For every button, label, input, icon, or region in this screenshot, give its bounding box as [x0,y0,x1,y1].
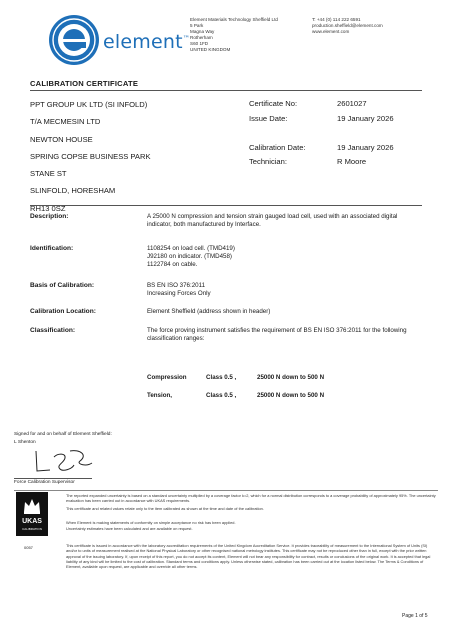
identification-line: 1122784 on cable. [147,261,198,268]
identification-label: Identification: [30,245,74,252]
identification-value [147,245,415,269]
ukas-lab-number: 0057 [24,545,33,550]
conformity-note: When Element is making statements of conformity on simple acceptance no risk has been applied. [66,520,236,525]
classification-range: 25000 N down to 500 N [257,392,325,399]
handwritten-signature [30,445,100,477]
location-label: Calibration Location: [30,308,96,315]
element-logo-icon [48,14,100,66]
classification-mode: Tension, [147,392,172,399]
signatory-role: Force Calibration Supervisor [14,480,75,485]
customer-line: T/A MECMESIN LTD [30,117,101,127]
basis-line: BS EN ISO 376:2011 [147,282,206,289]
brand-name: element™ [103,31,190,53]
address-line: Magna Way [190,29,215,34]
ukas-logo [16,492,48,536]
basis-label: Basis of Calibration: [30,282,95,289]
location-value: Element Sheffield (address shown in header) [147,308,271,315]
address-line: 5 Park [190,23,204,28]
uncertainty-note: The reported expanded uncertainty is based on a standard uncertainty multiplied by a coverage factor k=2, which for a normal distribution corresponds to a coverage probability of approximately 95%. The uncertainty evaluation has been carried out in accordance with UKAS requirements. [66,493,436,504]
certificate-title: CALIBRATION CERTIFICATE [30,79,139,88]
contact-phone: T: +44 (0) 114 222 6591 [312,17,361,22]
basis-value [147,282,415,298]
contact-email[interactable]: production.sheffield@element.com [312,23,383,28]
identification-line: J92180 on indicator. (TMD458) [147,253,232,260]
description-value: A 25000 N compression and tension strain gauged load cell, used with an associated digital indicator, both manufactured by Interface. [147,213,398,228]
page-number: Page 1 of 5 [402,613,428,619]
footer-divider [14,490,438,491]
certificate-no-value: 2601027 [337,99,367,108]
calibration-date-value: 19 January 2026 [337,143,394,152]
customer-line: SLINFOLD, HORESHAM [30,186,116,196]
classification-range: 25000 N down to 500 N [257,374,325,381]
address-line: Element Materials Technology Sheffield Ltd [190,17,278,22]
classification-mode: Compression [147,374,187,381]
uncertainty-availability-note: Uncertainty estimates have been calculated and are available on request. [66,526,193,531]
company-address [190,17,278,53]
issue-date-label: Issue Date: [249,114,288,123]
description-label: Description: [30,213,69,220]
company-contact [312,17,383,35]
calibration-date-label: Calibration Date: [249,143,306,152]
signatory-name: L Shenton [14,440,36,445]
customer-line: PPT GROUP UK LTD (SI INFOLD) [30,100,148,109]
crown-icon [22,496,42,516]
certificate-no-label: Certificate No: [249,99,298,108]
identification-line: 1108254 on load cell. (TMD419) [147,245,235,252]
classification-class: Class 0.5 , [206,374,237,381]
customer-address [30,96,151,217]
basis-line: Increasing Forces Only [147,290,211,297]
customer-line: STANE ST [30,169,67,179]
customer-line: SPRING COPSE BUSINESS PARK [30,151,151,161]
issue-date-value: 19 January 2026 [337,114,394,123]
ukas-text: UKAS [22,518,42,525]
classification-label: Classification: [30,327,76,334]
address-line: UNITED KINGDOM [190,47,231,52]
customer-line: RH13 0SZ [30,203,66,213]
title-divider [30,90,422,91]
contact-website[interactable]: www.element.com [312,29,350,34]
ukas-subtext: CALIBRATION [22,527,42,531]
address-line: S60 1FD [190,41,209,46]
signed-for-text: Signed for and on behalf of Element Sheffield: [14,432,112,437]
classification-value: The force proving instrument satisfies the requirement of BS EN ISO 376:2011 for the following classification ranges: [147,327,407,342]
section-divider [30,205,422,206]
scope-note: This certificate and related values relate only to the item calibrated as shown at the time and date of the calibration. [66,506,264,511]
classification-class: Class 0.5 , [206,392,237,399]
accreditation-statement: This certificate is issued in accordance with the laboratory accreditation requirements of the United Kingdom Accreditation Service. It provides traceability of measurement to the International System of Units (SI) and/or to units of measurement realised at the National Physical Laboratory or other recognised national metrology institutes. This certificate may not be reproduced other than in full, except with the prior written approval of the issuing laboratory. If, upon receipt of this report, you do not accept its content, Element will not bear any responsibility for contract, results or conclusions of the original work. It is accepted that legal liability of any kind will be limited to the cost of calibration. Standard terms and conditions apply. Unless otherwise stated, calibration has been carried out at the location listed below. The Terms & Conditions of Element, available upon request, are applicable and override all other terms. [66,543,431,570]
technician-value: R Moore [337,157,367,166]
signature-line [14,478,92,479]
technician-label: Technician: [249,157,287,166]
customer-line: NEWTON HOUSE [30,134,93,144]
address-line: Rotherham [190,35,213,40]
